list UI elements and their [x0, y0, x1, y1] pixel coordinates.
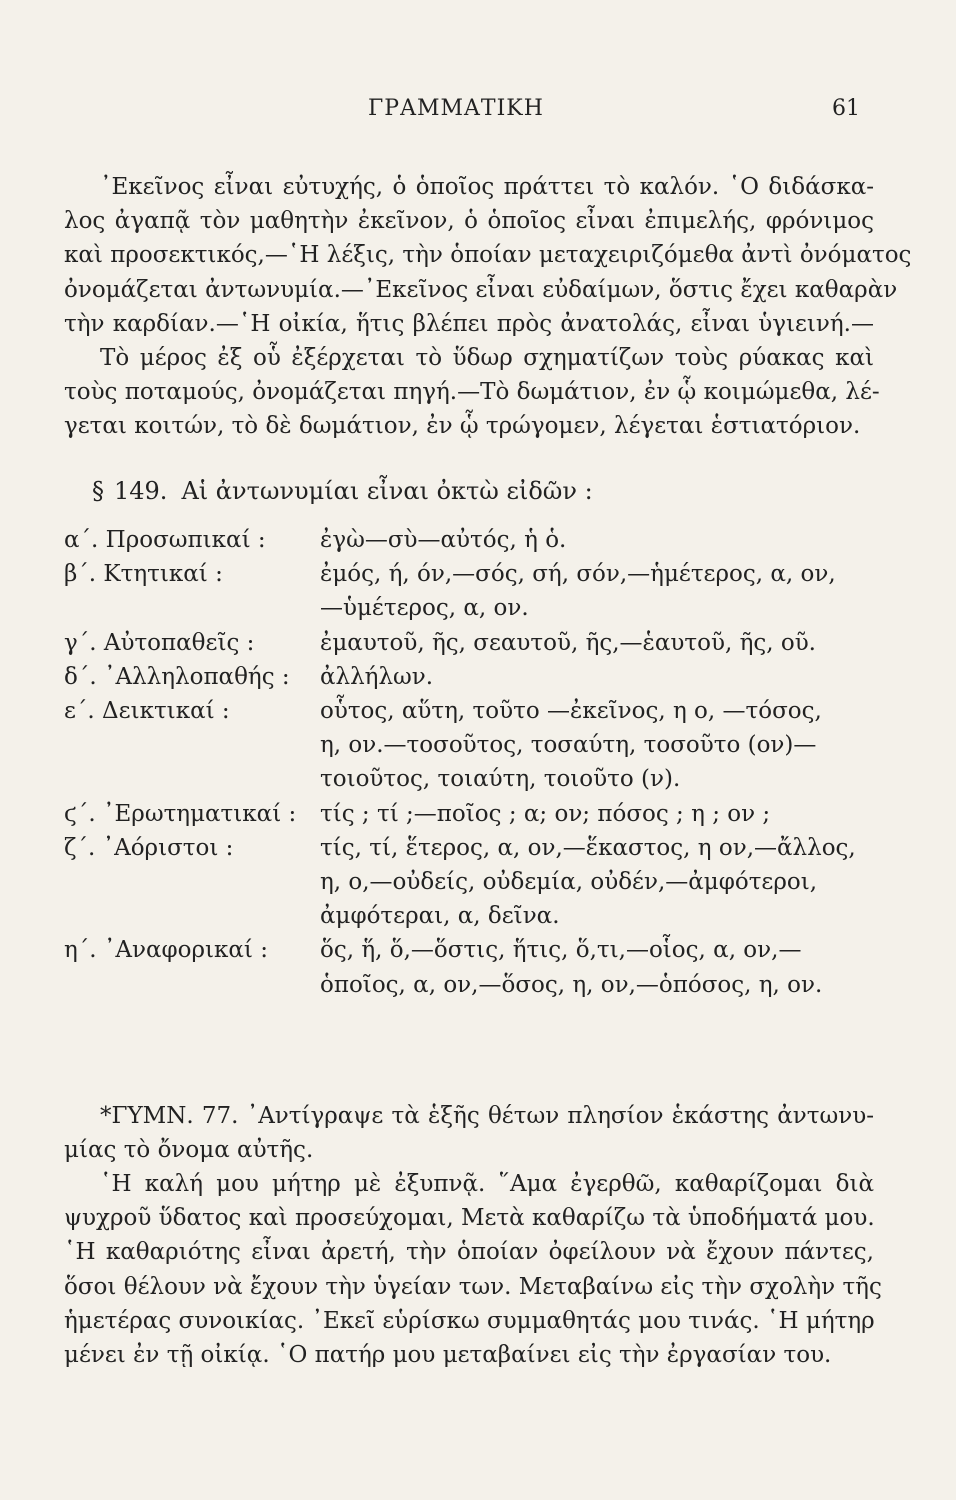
- forms-line: ὁποῖος, α, ον,—ὅσος, η, ον,—ὁπόσος, η, ον.: [320, 971, 823, 998]
- forms-line: τοιοῦτος, τοιαύτη, τοιοῦτο (ν).: [320, 766, 681, 793]
- text-line: ὀνομάζεται ἀντωνυμία.—᾿Εκεῖνος εἶναι εὐδαίμων, ὅστις ἔχει καθαρὰν: [64, 276, 898, 303]
- pronoun-class-forms: [320, 660, 874, 694]
- forms-line: ἀλλήλων.: [320, 663, 434, 690]
- pronoun-class-forms: [320, 797, 874, 831]
- text-line: λος ἀγαπᾷ τὸν μαθητὴν ἐκεῖνον, ὁ ὁποῖος εἶναι ἐπιμελής, φρόνιμος: [64, 208, 874, 235]
- page-header: [0, 96, 956, 136]
- pronoun-class-label: γ΄. Αὐτοπαθεῖς :: [64, 629, 255, 656]
- pronoun-class-row: [64, 557, 874, 625]
- forms-line: ἐμαυτοῦ, ῆς, σεαυτοῦ, ῆς,—ἑαυτοῦ, ῆς, οῦ.: [320, 629, 816, 656]
- text-line: ὅσοι θέλουν νὰ ἔχουν τὴν ὑγείαν των. Μεταβαίνω εἰς τὴν σχολὴν τῆς: [64, 1273, 882, 1300]
- text-line: ψυχροῦ ὕδατος καὶ προσεύχομαι, Μετὰ καθαρίζω τὰ ὑποδήματά μου.: [64, 1205, 875, 1232]
- forms-line: οὗτος, αὕτη, τοῦτο —ἐκεῖνος, η ο, —τόσος,: [320, 698, 822, 725]
- pronoun-class-row: [64, 694, 874, 797]
- running-title: ΓΡΑΜΜΑΤΙΚΗ: [368, 96, 544, 121]
- text-line: Τὸ μέρος ἐξ οὗ ἐξέρχεται τὸ ὕδωρ σχηματίζων τοὺς ρύακας καὶ: [100, 345, 874, 372]
- pronoun-class-label: ϛ΄. ᾿Ερωτηματικαί :: [64, 800, 297, 827]
- text-line: τὴν καρδίαν.—῾Η οἰκία, ἥτις βλέπει πρὸς ἀνατολάς, εἶναι ὑγιεινή.—: [64, 310, 874, 337]
- pronoun-class-row: [64, 933, 874, 1001]
- section-symbol: §: [92, 477, 104, 505]
- forms-line: —ὑμέτερος, α, ον.: [320, 595, 529, 622]
- text-line: τοὺς ποταμούς, ὀνομάζεται πηγή.—Τὸ δωμάτιον, ἐν ᾧ κοιμώμεθα, λέ-: [64, 379, 880, 406]
- section-heading: [92, 477, 593, 505]
- pronoun-class-label: η΄. ᾿Αναφορικαί :: [64, 937, 269, 964]
- pronoun-class-row: [64, 660, 874, 694]
- section-title-text: Αἱ ἀντωνυμίαι εἶναι ὀκτὼ εἰδῶν :: [181, 477, 593, 505]
- pronoun-class-forms: [320, 523, 874, 557]
- pronoun-class-row: [64, 797, 874, 831]
- pronoun-class-forms: [320, 557, 874, 625]
- pronoun-class-label: δ΄. ᾿Αλληλοπαθής :: [64, 663, 290, 690]
- pronoun-class-forms: [320, 933, 874, 1001]
- forms-line: η, ο,—οὐδείς, οὐδεμία, οὐδέν,—ἀμφότεροι,: [320, 869, 818, 896]
- forms-line: ἀμφότεραι, α, δεῖνα.: [320, 903, 560, 930]
- text-line: ᾿Εκεῖνος εἶναι εὐτυχής, ὁ ὁποῖος πράττει τὸ καλόν. ῾Ο διδάσκα-: [100, 174, 874, 200]
- forms-line: τίς, τί, ἕτερος, α, ον,—ἕκαστος, η ον,—ἄλλος,: [320, 834, 856, 861]
- forms-line: τίς ; τί ;—ποῖος ; α; ον; πόσος ; η ; ον ;: [320, 800, 771, 827]
- pronoun-class-label: ζ΄. ᾿Αόριστοι :: [64, 834, 234, 861]
- text-line: ῾Η καθαριότης εἶναι ἀρετή, τὴν ὁποίαν ὀφείλουν νὰ ἔχουν πάντες,: [64, 1239, 874, 1266]
- forms-line: η, ον.—τοσοῦτος, τοσαύτη, τοσοῦτο (ον)—: [320, 732, 817, 759]
- text-line: ῾Η καλή μου μήτηρ μὲ ἐξυπνᾷ. ῞Αμα ἐγερθῶ, καθαρίζομαι διὰ: [100, 1171, 874, 1197]
- text-line: γεται κοιτών, τὸ δὲ δωμάτιον, ἐν ᾧ τρώγομεν, λέγεται ἑστιατόριον.: [64, 413, 861, 440]
- pronoun-class-row: [64, 626, 874, 660]
- pronoun-class-forms: [320, 694, 874, 797]
- pronoun-class-row: [64, 523, 874, 557]
- intro-paragraph: [64, 170, 912, 444]
- text-line: καὶ προσεκτικός,—῾Η λέξις, τὴν ὁποίαν μεταχειριζόμεθα ἀντὶ ὀνόματος: [64, 242, 912, 269]
- exercise-paragraph: [64, 1167, 882, 1372]
- pronoun-classes-list: [64, 523, 874, 1002]
- pronoun-class-forms: [320, 831, 874, 934]
- text-line: μίας τὸ ὄνομα αὐτῆς.: [64, 1137, 314, 1164]
- text-line: μένει ἐν τῇ οἰκίᾳ. ῾Ο πατήρ μου μεταβαίνει εἰς τὴν ἐργασίαν του.: [64, 1342, 832, 1369]
- forms-line: ἐμός, ή, όν,—σός, σή, σόν,—ἡμέτερος, α, ον,: [320, 561, 836, 588]
- exercise-heading: [64, 1099, 874, 1167]
- forms-line: ὅς, ἥ, ὅ,—ὅστις, ἥτις, ὅ,τι,—οἷος, α, ον,—: [320, 937, 802, 964]
- text-line: *ΓΥΜΝ. 77. ᾿Αντίγραψε τὰ ἑξῆς θέτων πλησίον ἑκάστης ἀντωνυ-: [100, 1103, 874, 1129]
- pronoun-class-label: β΄. Κτητικαί :: [64, 561, 223, 588]
- text-line: ἡμετέρας συνοικίας. ᾿Εκεῖ εὑρίσκω συμμαθητάς μου τινάς. ῾Η μήτηρ: [64, 1307, 875, 1334]
- pronoun-class-label: α΄. Προσωπικαί :: [64, 527, 266, 553]
- forms-line: ἐγὼ—σὺ—αὐτός, ἡ ὁ.: [320, 527, 567, 553]
- page-number: 61: [832, 96, 860, 121]
- pronoun-class-label: ε΄. Δεικτικαί :: [64, 698, 230, 725]
- pronoun-class-forms: [320, 626, 874, 660]
- section-number: 149.: [114, 477, 168, 505]
- pronoun-class-row: [64, 831, 874, 934]
